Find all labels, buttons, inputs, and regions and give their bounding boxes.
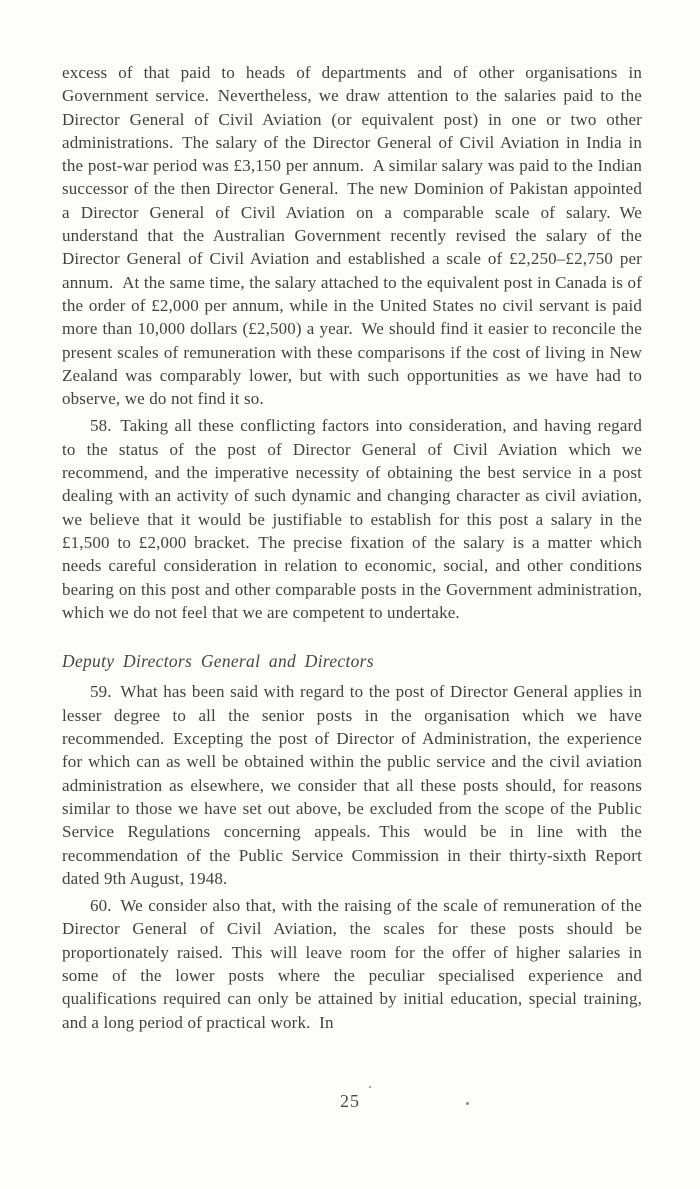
scan-speck xyxy=(369,1086,371,1088)
paragraph-60: 60. We consider also that, with the raising of the scale of remuneration of the Director General of Civil Aviation, the scales for these posts should be proportionately raised. This will leave room for the offer of higher salaries in some of the lower posts where the peculiar specialised experience and qualifications required can only be attained by initial education, special training, and a long period of practical work. In xyxy=(62,896,642,1032)
paragraph-57-continuation: excess of that paid to heads of departments and of other organisations in Government service. Nevertheless, we draw attention to the salaries paid to the Director General of Civil Aviation (or equivalent post) in one or two other administrations. The salary of the Director General of Civil Aviation in India in the post-war period was £3,150 per annum. A similar salary was paid to the Indian successor of the then Director General. The new Dominion of Pakistan appointed a Director General of Civil Aviation on a comparable scale of salary. We understand that the Australian Government recently revised the salary of the Director General of Civil Aviation and established a scale of £2,250–£2,750 per annum. At the same time, the salary attached to the equivalent post in Canada is of the order of £2,000 per annum, while in the United States no civil servant is paid more than 10,000 dollars (£2,500) a year. We should find it easier to reconcile the present scales of remuneration with these comparisons if the cost of living in New Zealand was comparably lower, but with such opportunities as we have had to observe, we do not find it so. xyxy=(62,63,642,409)
scan-speck xyxy=(466,1102,469,1105)
page-number: 25 xyxy=(340,1091,360,1111)
section-heading: Deputy Directors General and Directors xyxy=(62,651,374,672)
paragraph-59: 59. What has been said with regard to the post of Director General applies in lesser degree to all the senior posts in the organisation which we have recommended. Excepting the post of Director of Administration, the experience for which can as well be obtained within the public service and the civil aviation administration as elsewhere, we consider that all these posts should, for reasons similar to those we have set out above, be excluded from the scope of the Public Service Regulations concerning appeals. This would be in line with the recommendation of the Public Service Commission in their thirty-sixth Report dated 9th August, 1948. xyxy=(62,682,642,888)
paragraph-58: 58. Taking all these conflicting factors into consideration, and having regard to the status of the post of Director General of Civil Aviation which we recommend, and the imperative necessity of obtaining the best service in a post dealing with an activity of such dynamic and changing character as civil aviation, we believe that it would be justifiable to establish for this post a salary in the £1,500 to £2,000 bracket. The precise fixation of the salary is a matter which needs careful consideration in relation to economic, social, and other conditions bearing on this post and other comparable posts in the Government administration, which we do not feel that we are competent to undertake. xyxy=(62,416,642,622)
